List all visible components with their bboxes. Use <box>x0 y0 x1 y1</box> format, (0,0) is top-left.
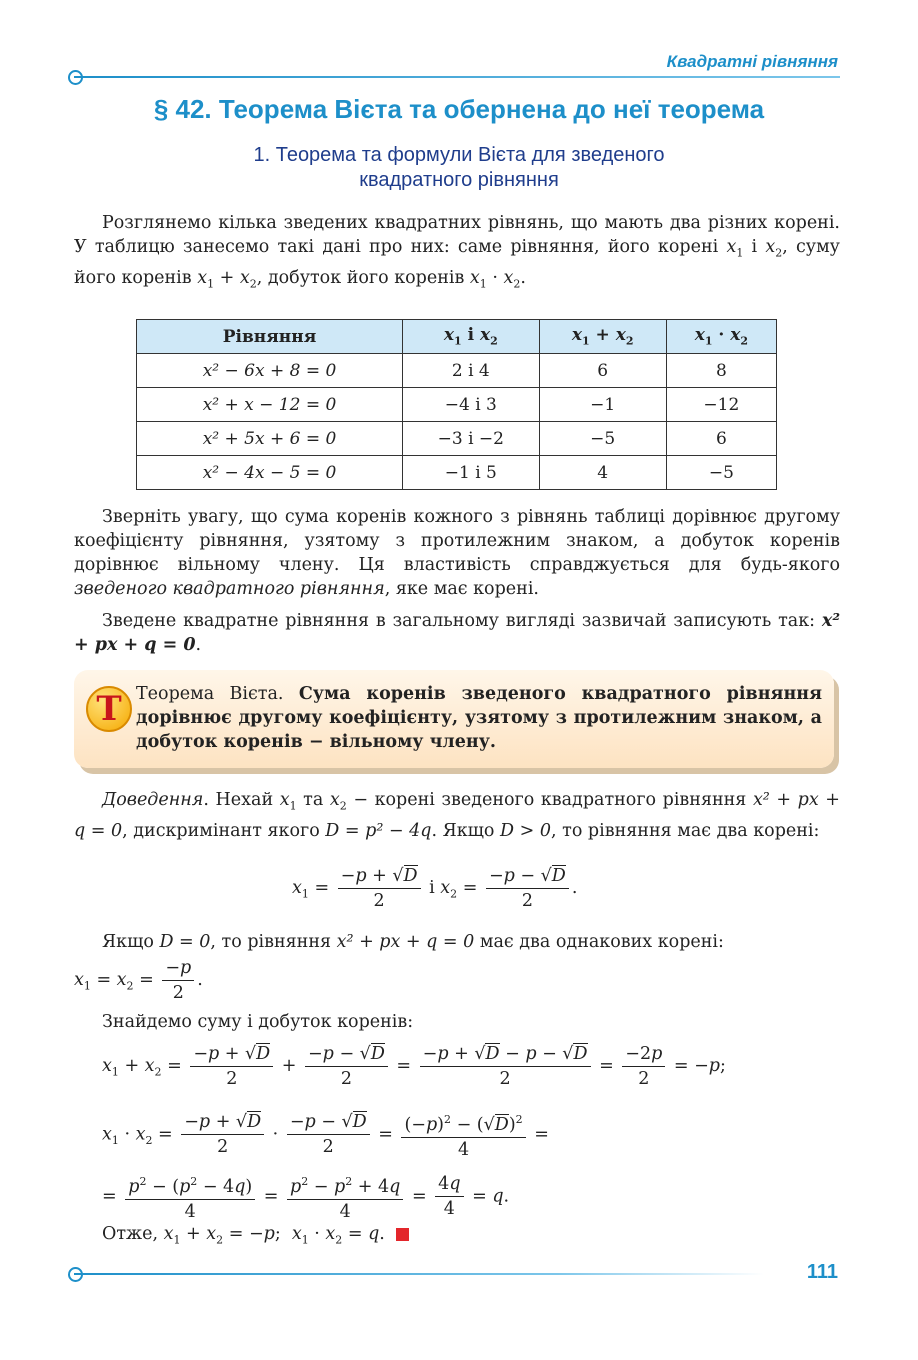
table-header-roots: $x_1$ і $x_2$ <box>403 320 540 354</box>
proof-formula: D = p² − 4q <box>325 820 432 841</box>
table-cell: x² + 5x + 6 = 0 <box>137 422 403 456</box>
table-cell: 6 <box>539 354 666 388</box>
header-rule <box>74 76 840 78</box>
sum-product-intro: Знайдемо суму і добуток коренів: <box>102 1012 414 1032</box>
intro-text-1: Розглянемо кілька зведених квадратних рівнянь, що мають два різних корені. У таблицю занесемо такі дані про них: саме рівняння, його корені <box>74 213 840 257</box>
table-row <box>137 354 777 388</box>
table-cell: −3 і −2 <box>403 422 540 456</box>
proof-text: , дискримінант якого <box>122 820 326 841</box>
roots-formula-and: і <box>429 878 441 898</box>
table-row <box>137 388 777 422</box>
running-header: Квадратні рівняння <box>666 52 838 71</box>
table-cell: 8 <box>666 354 776 388</box>
general-form-period: . <box>195 635 202 655</box>
general-form-paragraph <box>74 609 840 657</box>
product-derivation: $x_1 \cdot x_2$ = $\frac{-p + √D}{2}$ · $\frac{-p - √D}{2}$ = $\frac{(-p)^2 - (√D)^2}{4}$ = <box>102 1108 549 1162</box>
table-cell: −5 <box>666 456 776 490</box>
table-cell: 4 <box>539 456 666 490</box>
double-root-formula: x² + px + q = 0 <box>336 932 475 952</box>
sum-derivation: $x_1 + x_2$ = $\frac{-p + √D}{2}$ + $\frac{-p - √D}{2}$ = $\frac{-p + √D - p - √D}{2}$ = $\frac{-2p}{2}$ = −p; <box>102 1044 726 1089</box>
proof-text: . Якщо <box>431 820 501 841</box>
theorem-name: Теорема Вієта. <box>136 684 299 704</box>
table-cell: −5 <box>539 422 666 456</box>
double-root-formula-line: $x_1 = x_2$ = $\frac{-p}{2}$ . <box>74 958 203 1003</box>
intro-paragraph: Розглянемо кілька зведених квадратних рівнянь, що мають два різних корені. У таблицю занесемо такі дані про них: саме рівняння, його корені $x_1$ і $x_2$, суму його коренів $x_1 + x_2$, добуток його коренів $x_1 \cdot x_2$. <box>74 213 840 290</box>
qed-square-icon <box>396 1228 409 1241</box>
intro-text-3: , суму його коренів <box>74 237 840 288</box>
table-cell: 2 і 4 <box>403 354 540 388</box>
general-form-formula: x² + px + q = 0 <box>74 611 840 655</box>
table-cell: 6 <box>666 422 776 456</box>
subtitle-line-1: 1. Теорема та формули Вієта для зведеного <box>253 144 665 166</box>
proof-text: . Нехай <box>203 790 280 810</box>
subtitle-line-2: квадратного рівняння <box>359 169 559 191</box>
table-header-row <box>137 320 777 354</box>
product-derivation-cont: = $\frac{p^2 - (p^2 - 4q)}{4}$ = $\frac{p^2 - p^2 + 4q}{4}$ = $\frac{4q}{4}$ = q. <box>102 1170 509 1224</box>
table-header-sum: $x_1 + x_2$ <box>539 320 666 354</box>
conclusion: Отже, $x_1 + x_2 = -p$; $x_1 \cdot x_2 = q$. <box>102 1222 409 1253</box>
table-cell: x² + x − 12 = 0 <box>137 388 403 422</box>
section-title: § 42. Теорема Вієта та обернена до неї теорема <box>153 94 765 124</box>
observation-text-1: Зверніть увагу, що сума коренів кожного з рівнянь таблиці дорівнює другому коефіцієнту рівняння, узятому з протилежним знаком, а добуток коренів дорівнює вільному члену. Ця властивість справджується для будь-якого <box>74 507 840 575</box>
general-form-text: Зведене квадратне рівняння в загальному вигляді зазвичай записують так: <box>102 611 822 631</box>
theorem-statement: Сума коренів зведеного квадратного рівняння дорівнює другому коефіцієнту, узятому з протилежним знаком, а добуток коренів − вільному члену. <box>136 684 822 752</box>
table-cell: −1 <box>539 388 666 422</box>
proof-paragraph: Доведення. Нехай $x_1$ та $x_2$ − корені зведеного квадратного рівняння x² + px + q = 0, дискримінант якого D = p² − 4q. Якщо D > 0, то рівняння має два корені: <box>74 790 840 841</box>
proof-label: Доведення <box>102 790 204 810</box>
proof-text: − корені зведеного квадратного рівняння <box>346 790 753 810</box>
conclusion-text: Отже, <box>102 1224 164 1244</box>
double-root-text: Якщо <box>102 932 160 952</box>
table-cell: −1 і 5 <box>403 456 540 490</box>
table-row <box>137 456 777 490</box>
proof-formula: x² + px + q = 0 <box>74 790 840 841</box>
subsection-title <box>0 143 918 193</box>
proof-text: та <box>296 790 330 810</box>
table-cell: x² − 6x + 8 = 0 <box>137 354 403 388</box>
roots-table <box>136 319 777 490</box>
proof-text: , то рівняння має два корені: <box>551 820 820 841</box>
table-header-product: $x_1 \cdot x_2$ <box>666 320 776 354</box>
double-root-text: , то рівняння <box>210 932 337 952</box>
double-root-formula: D = 0 <box>159 932 211 952</box>
observation-italic: зведеного квадратного рівняння <box>74 579 385 599</box>
theorem-badge-icon: Т <box>86 686 132 732</box>
roots-formula: $x_1$ = $\frac{-p + √D}{2}$ і $x_2$ = $\frac{-p - √D}{2}$ . <box>292 866 578 911</box>
table-header-equation: Рівняння <box>137 320 403 354</box>
intro-text-4: , добуток його коренів <box>256 267 470 288</box>
table-cell: −12 <box>666 388 776 422</box>
page-number: 111 <box>806 1261 838 1283</box>
table-row <box>137 422 777 456</box>
theorem-box <box>74 670 834 768</box>
observation-text-2: , яке має корені. <box>384 579 539 599</box>
observation-paragraph <box>74 505 840 601</box>
proof-formula: D > 0 <box>500 820 552 841</box>
table-cell: x² − 4x − 5 = 0 <box>137 456 403 490</box>
double-root-text: має два однакових корені: <box>474 932 724 952</box>
intro-text-2: і <box>743 237 766 257</box>
double-root-paragraph <box>74 930 840 954</box>
footer-rule <box>74 1273 764 1275</box>
theorem-text <box>136 682 822 754</box>
table-cell: −4 і 3 <box>403 388 540 422</box>
